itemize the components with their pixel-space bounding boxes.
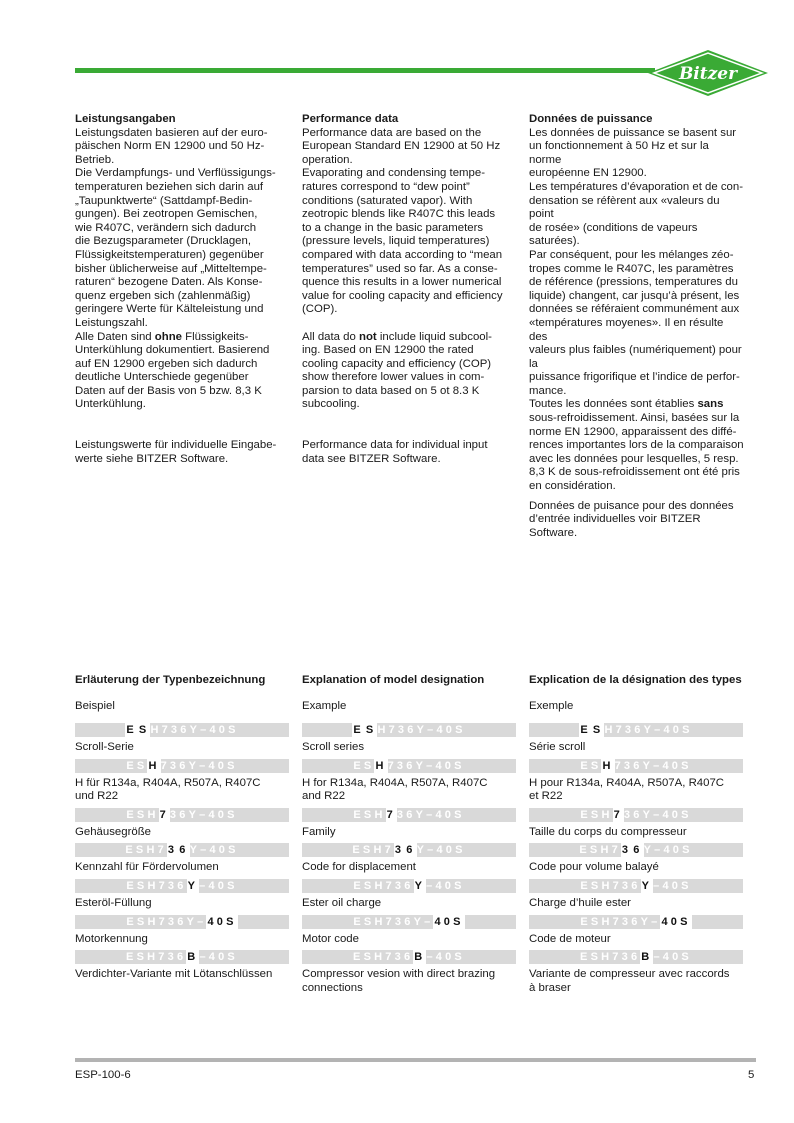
model-code-char: 7 <box>158 879 168 892</box>
model-en-example: Example <box>302 700 347 712</box>
model-code-char: 7 <box>615 724 625 736</box>
model-code-char: H <box>146 844 158 857</box>
model-code-char: 6 <box>177 879 187 892</box>
model-code-char: H <box>150 724 162 736</box>
model-code-char: Y <box>189 844 201 857</box>
model-code-char: S <box>363 879 375 892</box>
model-code-char: Y <box>415 808 427 821</box>
model-code-char: H <box>377 724 389 736</box>
model-code-char: S <box>590 808 602 821</box>
model-code-char: 6 <box>633 844 643 857</box>
model-code-char: H <box>601 808 613 821</box>
performance-de-p3: Leistungswerte für individuelle Eingabe- werte siehe BITZER Software. <box>75 439 277 465</box>
model-code-char: 40S <box>208 879 238 892</box>
model-de-example: Beispiel <box>75 700 115 712</box>
model-code-char: 7 <box>385 915 395 928</box>
model-code-description: Motorkennung <box>75 932 148 945</box>
model-code-char: S <box>136 951 148 964</box>
model-code-char: 40S <box>208 759 238 772</box>
model-code-char: 7 <box>613 808 623 821</box>
model-code-char: 40S <box>662 951 692 964</box>
model-code-char: 40S <box>436 844 466 857</box>
model-code-char: Y <box>642 759 654 772</box>
model-code-char: H <box>602 759 614 772</box>
model-code-char: 40S <box>662 879 692 892</box>
model-code-char: 7 <box>158 915 168 928</box>
model-code-char: Y <box>640 915 652 928</box>
model-code-char: 3 <box>167 844 178 857</box>
model-code-bar <box>529 808 743 822</box>
model-code-char: H <box>374 879 386 892</box>
model-code-char: H <box>601 915 613 928</box>
model-code-char: Y <box>413 915 425 928</box>
model-code-bar <box>302 759 516 773</box>
model-code-char: – <box>653 951 663 964</box>
model-code-description: Variante de compresseur avec raccords à braser <box>529 968 730 994</box>
model-code-char: 7 <box>612 915 622 928</box>
model-code-char: 40S <box>208 808 238 821</box>
model-code-char: 6 <box>177 915 187 928</box>
model-code-char: 6 <box>406 844 416 857</box>
performance-fr-p3: Données de puisance pour des données d’entrée individuelles voir BITZER Software. <box>529 499 734 539</box>
header-green-rule <box>75 68 655 73</box>
model-code-char: 6 <box>631 879 641 892</box>
model-code-char: 7 <box>384 844 394 857</box>
model-code-bar <box>529 915 743 929</box>
model-code-char: H <box>601 951 613 964</box>
model-code-char: 7 <box>385 951 395 964</box>
performance-en-p2: All data do not include liquid subcool- ing. Based on EN 12900 the rated cooling capacity and efficiency (COP) show therefore lower values in com- parsion to data based on 5 ot 8.3 K subcooling. <box>302 330 492 411</box>
model-code-char: E <box>126 951 137 964</box>
model-code-char: H <box>148 759 160 772</box>
model-code-description: Scroll-Serie <box>75 741 134 753</box>
model-code-char: 3 <box>394 951 404 964</box>
model-code-char: E <box>353 759 364 772</box>
model-code-char: 3 <box>394 844 405 857</box>
model-code-bar <box>302 808 516 822</box>
model-code-char: 40S <box>436 724 466 736</box>
model-code-description: Family <box>302 825 336 838</box>
model-code-char: 40S <box>662 759 692 772</box>
model-code-char: E <box>580 915 591 928</box>
model-code-description: Motor code <box>302 932 359 945</box>
model-code-char: E <box>126 808 137 821</box>
model-code-bar <box>302 879 516 893</box>
model-code-bar <box>529 759 743 773</box>
model-en-title: Explanation of model designation <box>302 674 485 686</box>
model-code-char: E <box>126 759 137 772</box>
model-code-char: 3 <box>169 808 180 821</box>
model-code-bar <box>75 808 289 822</box>
model-code-char: 40S <box>209 724 239 736</box>
model-code-char: 7 <box>160 759 170 772</box>
performance-en-p1: Performance data are based on the European Standard EN 12900 at 50 Hz operation. Evaporating and condensing tempe- ratures correspond to “dew point” conditions (saturated vapor). With zeotropic blends like R407C this leads to a change in the basic parameters (pressure levels, liquid temperatures) compared with data according to “mean temperatures” used so far. As a conse- quence this results in a lower numerical value for cooling capacity and efficiency (COP). <box>302 126 503 316</box>
model-code-char: 40S <box>435 879 465 892</box>
performance-en <box>302 113 517 466</box>
model-code-char: 6 <box>180 724 190 736</box>
performance-de <box>75 113 290 466</box>
model-code-bar <box>75 723 289 737</box>
performance-fr <box>529 113 744 540</box>
model-code-char: 6 <box>633 759 643 772</box>
model-code-char: 3 <box>170 724 181 736</box>
model-code-description: Verdichter-Variante mit Lötanschlüssen <box>75 968 273 981</box>
model-code-char: S <box>136 759 148 772</box>
model-code-char: S <box>363 759 375 772</box>
model-code-description: Gehäusegröße <box>75 825 151 838</box>
model-code-char: 3 <box>621 951 631 964</box>
model-code-char: H <box>375 759 387 772</box>
model-code-char: 40S <box>435 951 465 964</box>
model-code-char: 6 <box>634 724 644 736</box>
model-code-description: Code de moteur <box>529 932 611 945</box>
model-code-char: 3 <box>621 915 632 928</box>
model-code-char: Y <box>643 724 655 736</box>
model-code-char: 3 <box>396 759 407 772</box>
model-code-char: 40S <box>662 808 692 821</box>
model-code-char: B <box>641 951 653 964</box>
model-code-char: S <box>590 879 602 892</box>
model-code-char: – <box>654 724 664 736</box>
model-code-char: 6 <box>179 808 189 821</box>
model-code-char: – <box>426 951 436 964</box>
performance-en-title: Performance data <box>302 113 399 125</box>
model-code-description: Compressor vesion with direct brazing connections <box>302 968 496 994</box>
model-code-char: – <box>653 808 663 821</box>
model-code-description: Code pour volume balayé <box>529 861 659 874</box>
model-code-char: H <box>373 844 385 857</box>
model-code-description: Esteröl-Füllung <box>75 896 152 909</box>
model-code-char: E <box>579 844 590 857</box>
model-code-char: Y <box>188 808 200 821</box>
model-code-char: S <box>590 915 602 928</box>
model-code-description: Scroll series <box>302 741 365 753</box>
model-code-char: S <box>135 844 147 857</box>
model-code-char: 3 <box>623 759 634 772</box>
model-code-char: 6 <box>403 951 414 964</box>
model-code-char: 3 <box>167 879 178 892</box>
model-code-char: 40S <box>663 844 693 857</box>
model-code-char: Y <box>189 724 201 736</box>
model-code-char: Y <box>416 844 428 857</box>
model-code-char: E <box>352 844 363 857</box>
model-code-char: 7 <box>611 844 621 857</box>
model-code-char: Y <box>187 879 199 892</box>
model-code-char: – <box>426 879 436 892</box>
model-code-char: S <box>136 915 148 928</box>
model-code-char: 40S <box>207 915 237 928</box>
model-code-description: H pour R134a, R404A, R507A, R407C et R22 <box>529 776 725 803</box>
model-code-char: S <box>590 759 602 772</box>
model-fr-rows <box>529 723 743 999</box>
model-code-char: – <box>426 759 436 772</box>
footer-rule <box>75 1058 756 1062</box>
model-code-char: S <box>136 879 148 892</box>
model-code-char: Y <box>415 759 427 772</box>
model-code-char: – <box>199 951 209 964</box>
model-code-char: 3 <box>621 844 632 857</box>
model-code-char: 7 <box>612 879 622 892</box>
model-code-char: 6 <box>404 879 414 892</box>
model-code-char: 7 <box>161 724 171 736</box>
model-code-char: 6 <box>179 759 189 772</box>
model-code-char: E <box>126 879 137 892</box>
model-code-char: E <box>353 724 364 736</box>
model-code-char: 7 <box>157 844 167 857</box>
model-code-char: 3 <box>624 724 635 736</box>
model-code-char: Y <box>416 724 428 736</box>
footer-doc-id: ESP-100-6 <box>75 1069 131 1081</box>
model-code-char: S <box>138 724 150 736</box>
model-code-bar <box>75 759 289 773</box>
model-code-char: Y <box>414 879 426 892</box>
performance-fr-title: Données de puissance <box>529 113 653 125</box>
model-code-description: Code for displacement <box>302 861 416 874</box>
model-code-char: 6 <box>633 808 643 821</box>
model-code-char: 3 <box>167 915 178 928</box>
model-code-bar <box>529 723 743 737</box>
model-code-char: S <box>363 951 375 964</box>
model-code-char: E <box>126 724 137 736</box>
model-code-char: 7 <box>387 759 397 772</box>
model-code-char: H <box>147 951 159 964</box>
model-code-char: S <box>590 951 602 964</box>
model-code-char: H <box>147 915 159 928</box>
model-code-char: 7 <box>614 759 624 772</box>
model-code-char: 6 <box>630 951 641 964</box>
performance-de-p2: Alle Daten sind ohne Flüssigkeits- Unterkühlung dokumentiert. Basierend auf EN 12900 ergeben sich dadurch deutliche Unterschiede gegenüber Daten auf der Basis von 5 bzw. 8,3 K Unterkühlung. <box>75 330 270 411</box>
model-code-bar <box>302 950 516 964</box>
model-code-description: Taille du corps du compresseur <box>529 825 687 838</box>
model-code-char: 6 <box>179 844 189 857</box>
model-code-char: – <box>654 844 664 857</box>
model-code-char: – <box>653 759 663 772</box>
model-code-char: 3 <box>169 759 180 772</box>
model-code-description: H for R134a, R404A, R507A, R407C and R22 <box>302 776 488 803</box>
performance-en-p3: Performance data for individual input data see BITZER Software. <box>302 439 488 465</box>
model-code-bar <box>302 723 516 737</box>
model-code-char: H <box>374 915 386 928</box>
model-code-char: 3 <box>394 879 405 892</box>
performance-fr-p1: Les données de puissance se basent sur un fonctionnement à 50 Hz et sur la norme européenne EN 12900. Les températures d’évaporation et de con- densation se réfèrent aux «valeurs du point de rosée» (conditions de vapeurs saturées). Par conséquent, pour les mélanges zéo- tropes comme le R407C, les paramètres de référence (pressions, temperatures du liquide) changent, car jusqu’à présent, les données se référaient communément aux «températures moyenes». Il en résulte des valeurs plus faibles (numériquement) pour la puissance frigorifique et l’indice de perfor- mance. <box>529 126 744 397</box>
model-code-bar <box>75 879 289 893</box>
model-code-char: H <box>600 844 612 857</box>
model-code-char: H <box>374 808 386 821</box>
model-code-char: B <box>414 951 426 964</box>
model-code-char: H <box>374 951 386 964</box>
model-code-char: E <box>353 951 364 964</box>
model-code-char: E <box>580 951 591 964</box>
model-code-char: S <box>362 844 374 857</box>
model-code-char: E <box>353 915 364 928</box>
model-code-char: 40S <box>661 915 691 928</box>
model-code-description: Ester oil charge <box>302 896 382 909</box>
model-fr-example: Exemple <box>529 700 574 712</box>
model-code-char: 7 <box>386 808 396 821</box>
model-code-bar <box>302 843 516 857</box>
model-code-char: E <box>125 844 136 857</box>
model-code-char: S <box>592 724 604 736</box>
performance-fr-p2: Toutes les données sont établies sans sous-refroidissement. Ainsi, basées sur la norme EN 12900, apparaissent des diffé- rences importantes lors de la comparaison avec les données pour lesquelles, 5 resp. 8,3 K de sous-refroidissement ont été pris en considération. <box>529 398 744 493</box>
model-code-char: Y <box>186 915 198 928</box>
model-code-char: 3 <box>623 808 634 821</box>
model-code-bar <box>302 915 516 929</box>
model-code-char: 7 <box>388 724 398 736</box>
model-code-char: 40S <box>208 951 238 964</box>
model-code-char: E <box>580 724 591 736</box>
model-code-char: 3 <box>396 808 407 821</box>
model-code-char: E <box>580 879 591 892</box>
model-code-char: S <box>365 724 377 736</box>
model-code-char: 3 <box>397 724 408 736</box>
model-code-char: 6 <box>631 915 641 928</box>
model-code-char: 3 <box>394 915 405 928</box>
model-code-bar <box>75 843 289 857</box>
model-code-char: Y <box>641 879 653 892</box>
performance-de-title: Leistungsangaben <box>75 113 176 125</box>
model-code-char: 7 <box>385 879 395 892</box>
model-code-char: H <box>601 879 613 892</box>
model-en-rows <box>302 723 516 999</box>
model-code-char: – <box>424 915 434 928</box>
model-code-char: – <box>427 844 437 857</box>
model-code-char: B <box>187 951 199 964</box>
model-code-char: – <box>651 915 661 928</box>
model-code-bar <box>529 879 743 893</box>
model-code-char: – <box>426 808 436 821</box>
model-code-bar <box>529 950 743 964</box>
model-code-char: 40S <box>435 808 465 821</box>
model-code-char: S <box>136 808 148 821</box>
model-code-char: E <box>353 879 364 892</box>
model-code-char: – <box>197 915 207 928</box>
logo-text: Bitzer <box>678 64 738 84</box>
model-code-char: Y <box>642 808 654 821</box>
model-code-char: H <box>147 879 159 892</box>
model-code-char: E <box>353 808 364 821</box>
model-code-char: 6 <box>407 724 417 736</box>
model-de-title: Erläuterung der Typenbezeichnung <box>75 674 266 686</box>
model-code-char: – <box>199 759 209 772</box>
model-code-char: – <box>653 879 663 892</box>
performance-de-p1: Leistungsdaten basieren auf der euro- päischen Norm EN 12900 und 50 Hz- Betrieb. Die Verdampfungs- und Verflüssigungs- temperaturen beziehen sich darin auf „Taupunktwerte“ (Sattdampf-Bedin- gungen). Bei zeotropen Gemischen, wie R407C, verändern sich dadurch die Bezugsparameter (Drucklagen, Flüssigkeitstemperaturen) gegenüber bisher üblicherweise auf „Mitteltempe- raturen“ bezogene Daten. Als Konse- quenz ergeben sich (zahlenmäßig) geringere Werte für Kälteleistung und Leistungszahl. <box>75 126 276 329</box>
model-code-char: – <box>200 724 210 736</box>
model-code-char: 6 <box>406 759 416 772</box>
footer-page-number: 5 <box>748 1069 755 1081</box>
model-code-char: S <box>363 915 375 928</box>
model-code-description: Charge d’huile ester <box>529 896 631 909</box>
model-code-char: 40S <box>663 724 693 736</box>
model-code-bar <box>75 950 289 964</box>
model-code-char: Y <box>188 759 200 772</box>
model-code-bar <box>75 915 289 929</box>
model-code-char: H <box>147 808 159 821</box>
model-code-char: S <box>589 844 601 857</box>
model-code-description: Série scroll <box>529 741 586 753</box>
model-code-char: 40S <box>209 844 239 857</box>
model-de-rows <box>75 723 289 986</box>
model-code-char: – <box>199 879 209 892</box>
model-code-char: Y <box>643 844 655 857</box>
model-code-description: Kennzahl für Fördervolumen <box>75 861 219 874</box>
model-code-char: 7 <box>612 951 622 964</box>
model-code-char: S <box>363 808 375 821</box>
model-code-char: 40S <box>435 759 465 772</box>
model-code-char: 6 <box>406 808 416 821</box>
model-code-char: – <box>427 724 437 736</box>
model-code-char: 6 <box>176 951 187 964</box>
model-code-char: E <box>126 915 137 928</box>
model-fr-title: Explication de la désignation des types <box>529 674 742 686</box>
model-code-char: 7 <box>158 951 168 964</box>
model-code-char: H <box>604 724 616 736</box>
model-code-char: 7 <box>159 808 169 821</box>
bitzer-logo <box>646 48 770 98</box>
model-code-char: – <box>200 844 210 857</box>
model-code-char: E <box>580 759 591 772</box>
model-code-bar <box>529 843 743 857</box>
model-code-char: 40S <box>434 915 464 928</box>
model-code-description: H für R134a, R404A, R507A, R407C und R22 <box>75 776 261 803</box>
model-code-char: 3 <box>621 879 632 892</box>
model-code-char: 3 <box>167 951 177 964</box>
model-code-char: – <box>199 808 209 821</box>
model-code-char: 6 <box>404 915 414 928</box>
model-code-char: E <box>580 808 591 821</box>
